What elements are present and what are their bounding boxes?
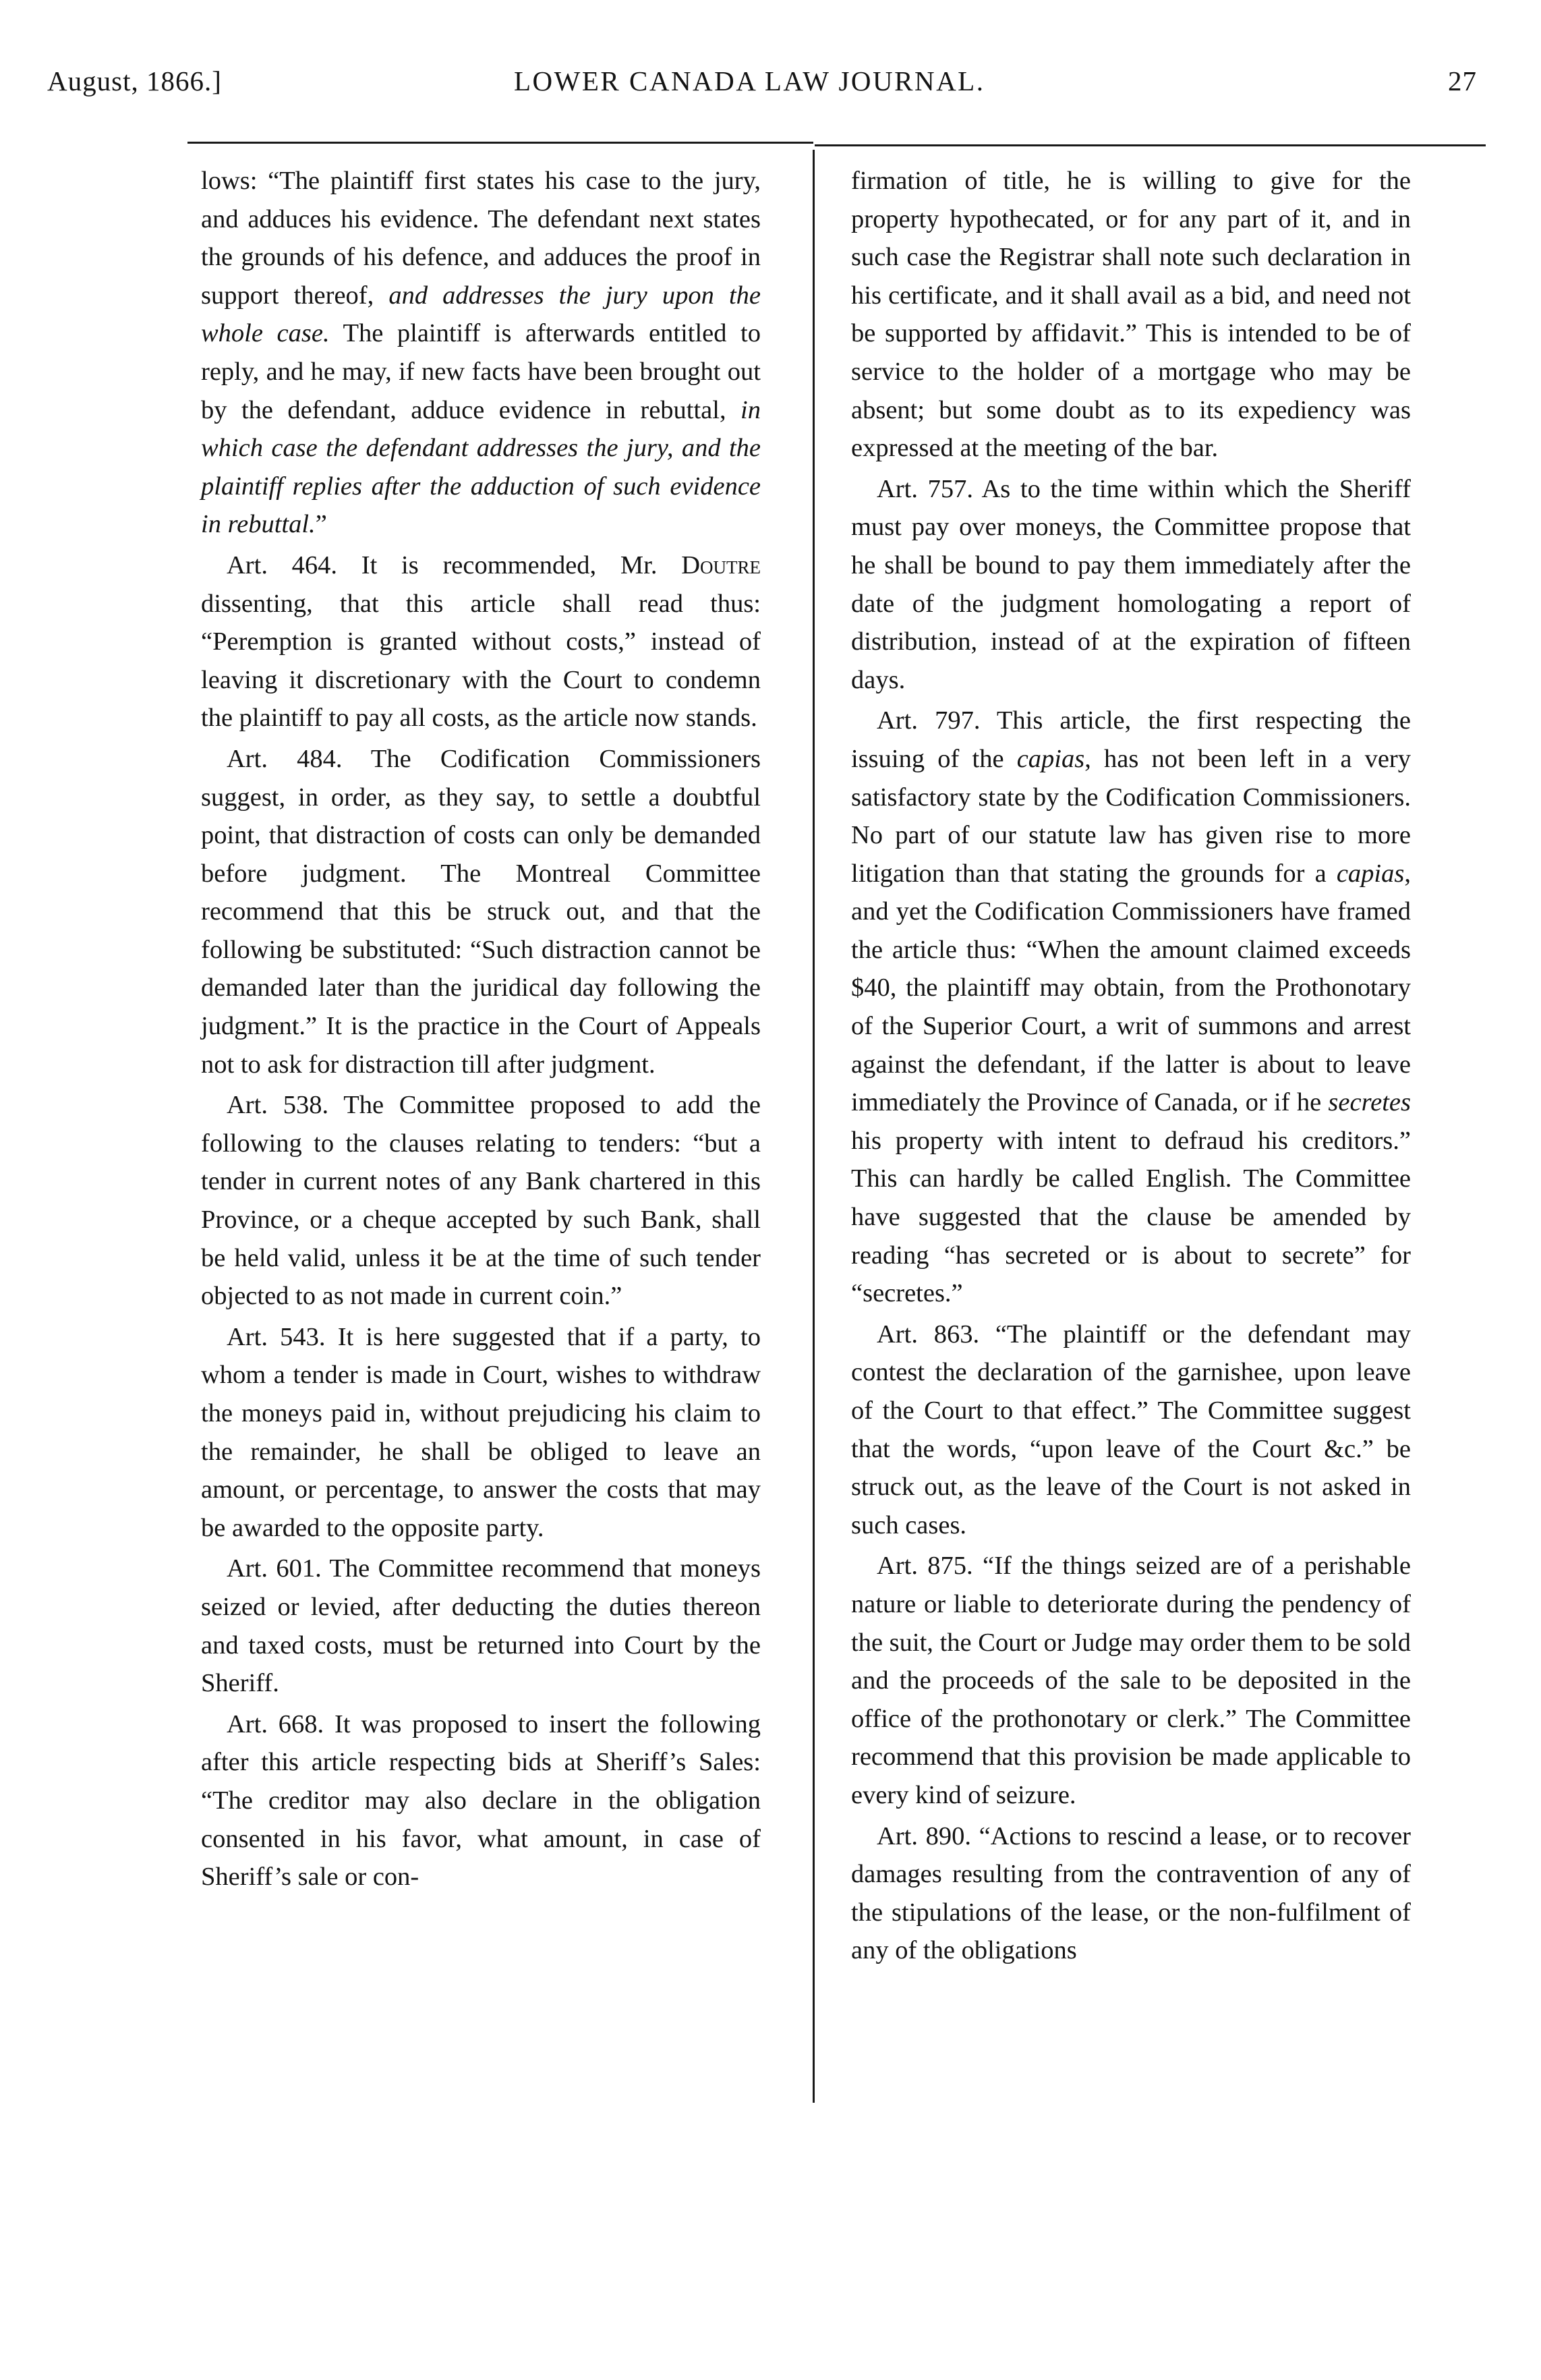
person-name: Doutre (681, 550, 761, 579)
page-header (47, 65, 1477, 119)
column-divider (813, 150, 815, 2103)
paragraph-art-464: Art. 464. It is recommended, Mr. Doutre dissenting, that this article shall read thus: “Peremption is granted without costs,” instead of leaving it discretionary with the Court to condemn the plaintiff to pay all costs, as the article now stands. (201, 550, 761, 733)
paragraph-art-543: Art. 543. It is here suggested that if a party, to whom a tender is made in Court, wishes to withdraw the moneys paid in, without prejudicing his claim to the remainder, he shall be obliged to leave an amount, or percentage, to answer the costs that may be awarded to the opposite party. (201, 1322, 761, 1542)
paragraph-art-757: Art. 757. As to the time within which the Sheriff must pay over moneys, the Committee propose that he shall be bound to pay them immediately after the date of the judgment homologating a report of distribution, instead of at the expiration of fifteen days. (851, 474, 1411, 694)
paragraph-art-797: Art. 797. This article, the first respecting the issuing of the capias, has not been left in a very satisfactory state by the Codification Commissioners. No part of our statute law has given rise to more litigation than that stating the grounds for a capias, and yet the Codification Commissioners have framed the article thus: “When the amount claimed exceeds $40, the plaintiff may obtain, from the Prothonotary of the Superior Court, a writ of summons and arrest against the defendant, if the latter is about to leave immediately the Province of Canada, or if he secretes his property with intent to defraud his creditors.” This can hardly be called English. The Committee have suggested that the clause be amended by reading “has secreted or is about to secrete” for “secretes.” (851, 706, 1411, 1308)
paragraph-art-863: Art. 863. “The plaintiff or the defendant may contest the declaration of the garnishee, upon leave of the Court to that effect.” The Committee suggest that the words, “upon leave of the Court &c.” be struck out, as the leave of the Court is not asked in such cases. (851, 1320, 1411, 1539)
paragraph-art-601: Art. 601. The Committee recommend that moneys seized or levied, after deducting the duties thereon and taxed costs, must be returned into Court by the Sheriff. (201, 1554, 761, 1698)
paragraph-art-668-continued: firmation of title, he is willing to give for the property hypothecated, or for any part of it, and in such case the Registrar shall note such declaration in his certificate, and it shall avail as a bid, and need not be supported by affidavit.” This is intended to be of service to the holder of a mortgage who may be absent; but some doubt as to its expediency was expressed at the meeting of the bar. (851, 167, 1411, 463)
header-rule (187, 142, 813, 144)
left-column (201, 162, 761, 1899)
paragraph-art-875: Art. 875. “If the things seized are of a perishable nature or liable to deteriorate during the pendency of the suit, the Court or Judge may order them to be sold and the proceeds of the sale to be deposited in the office of the prothonotary or clerk.” The Committee recommend that this provision be made applicable to every kind of seizure. (851, 1552, 1411, 1809)
paragraph-art-538: Art. 538. The Committee proposed to add the following to the clauses relating to tenders: “but a tender in current notes of any Bank chartered in this Province, or a cheque accepted by such Bank, shall be held valid, unless it be at the time of such tender objected to as not made in current coin.” (201, 1091, 761, 1311)
paragraph-art-463-quote: lows: “The plaintiff first states his case to the jury, and adduces his evidence. The defendant next states the grounds of his defence, and adduces the proof in support thereof, and addresses the jury upon the whole case. The plaintiff is afterwards entitled to reply, and he may, if new facts have been brought out by the defendant, adduce evidence in rebuttal, in which case the defendant addresses the jury, and the plaintiff replies after the adduction of such evidence in rebuttal.” (201, 167, 761, 539)
right-column (851, 162, 1411, 1973)
journal-title: LOWER CANADA LAW JOURNAL. (514, 65, 985, 96)
paragraph-art-668: Art. 668. It was proposed to insert the following after this article respecting bids at Sheriff’s Sales: “The creditor may also declare in the obligation consented in his favor, what amount, in case of Sheriff’s sale or con- (201, 1709, 761, 1892)
page-number: 27 (1448, 65, 1477, 96)
paragraph-art-484: Art. 484. The Codification Commissioners suggest, in order, as they say, to settle a doubtful point, that distraction of costs can only be demanded before judgment. The Montreal Committee recommend that this be struck out, and that the following be substituted: “Such distraction cannot be demanded later than the juridical day following the judgment.” It is the practice in the Court of Appeals not to ask for distraction till after judgment. (201, 744, 761, 1079)
paragraph-art-890: Art. 890. “Actions to rescind a lease, or to recover damages resulting from the contravention of any of the stipulations of the lease, or the non-fulfilment of any of the obligations (851, 1821, 1411, 1965)
header-rule-right (815, 144, 1486, 146)
header-date: August, 1866.] (47, 65, 222, 96)
